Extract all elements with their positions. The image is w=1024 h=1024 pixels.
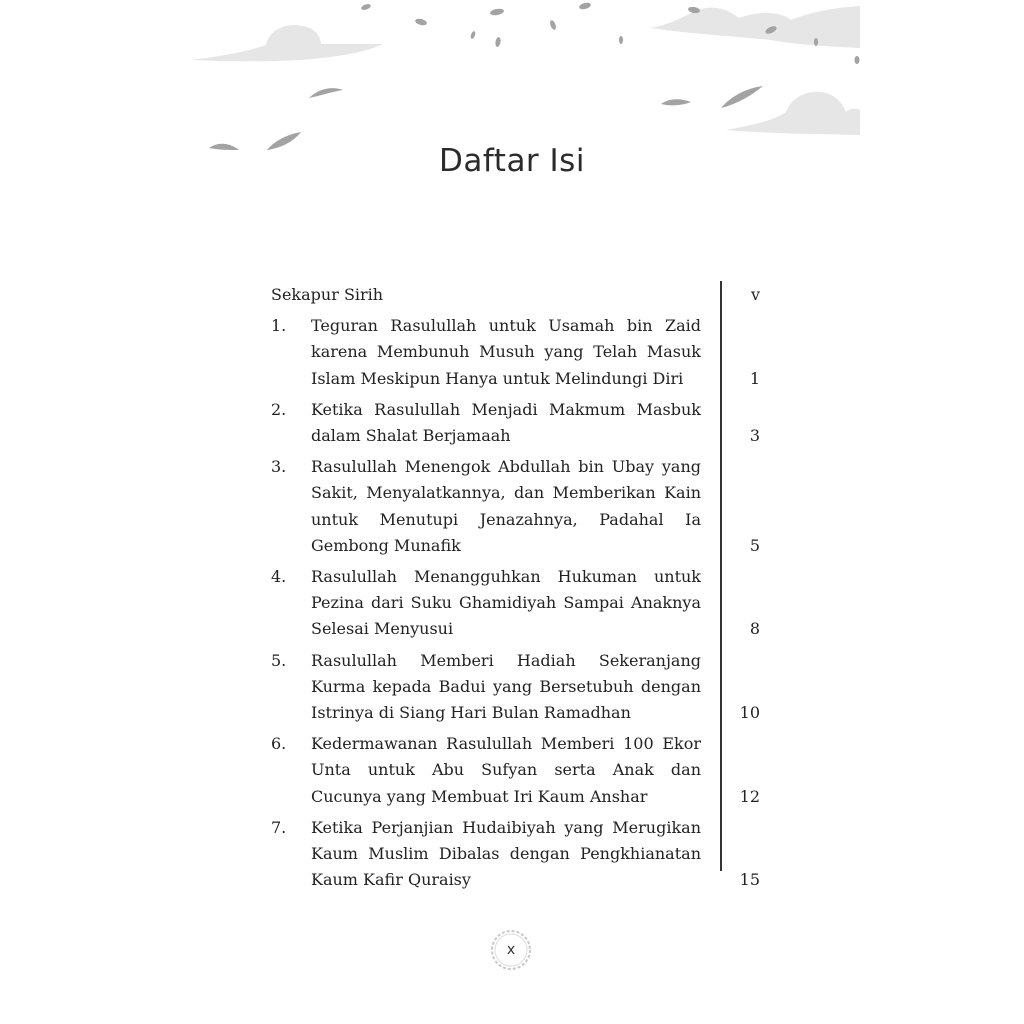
toc-chapter-number: 6. bbox=[271, 734, 287, 754]
leaf-icon bbox=[855, 56, 860, 64]
cloud-bottom-right bbox=[726, 92, 860, 135]
toc-chapter-page: 1 bbox=[749, 368, 760, 388]
toc-chapter-row[interactable] bbox=[271, 564, 760, 643]
toc-chapter-row[interactable] bbox=[271, 397, 760, 449]
toc-chapter-title: Rasulullah Memberi Hadiah Sekeranjang Kurma kepada Badui yang Bersetubuh dengan Istrinya di Siang Hari Bulan Ramadhan bbox=[311, 650, 701, 723]
toc-chapter-page: 10 bbox=[739, 703, 760, 723]
toc-chapter-page: 5 bbox=[749, 535, 760, 555]
leaf-icon bbox=[721, 86, 763, 108]
toc-chapter-page: 15 bbox=[739, 870, 760, 890]
cloud-left bbox=[191, 25, 383, 61]
toc-chapter-row[interactable] bbox=[271, 313, 760, 392]
toc-chapter-row[interactable] bbox=[271, 454, 760, 559]
toc-chapter-row[interactable] bbox=[271, 648, 760, 727]
toc-chapter-title: Rasulullah Menangguhkan Hukuman untuk Pezina dari Suku Ghamidiyah Sampai Anaknya Selesai Menyusui bbox=[311, 567, 701, 639]
toc-chapter-number: 3. bbox=[271, 457, 287, 477]
leaf-icon bbox=[490, 8, 505, 16]
toc-chapter-title: Ketika Perjanjian Hudaibiyah yang Merugikan Kaum Muslim Dibalas dengan Pengkhianatan Kaum Kafir Quraisy bbox=[311, 817, 701, 890]
toc-chapter-number: 1. bbox=[271, 316, 287, 336]
leaf-icon bbox=[470, 31, 476, 40]
toc-chapter-title: Ketika Rasulullah Menjadi Makmum Masbuk dalam Shalat Berjamaah bbox=[311, 399, 701, 446]
toc-chapter-page: 3 bbox=[749, 426, 760, 446]
toc-chapter-number: 4. bbox=[271, 567, 287, 587]
toc-intro-row[interactable] bbox=[271, 282, 760, 308]
leaf-icon bbox=[495, 37, 502, 48]
leaf-icon bbox=[549, 19, 557, 30]
toc-chapter-number: 2. bbox=[271, 399, 287, 419]
toc-chapter-title: Rasulullah Menengok Abdullah bin Ubay yang Sakit, Menyalatkannya, dan Memberikan Kain untuk Menutupi Jenazahnya, Padahal Ia Gembong Munafik bbox=[311, 457, 701, 555]
toc-chapter-title: Kedermawanan Rasulullah Memberi 100 Ekor Unta untuk Abu Sufyan serta Anak dan Cucunya yang Membuat Iri Kaum Anshar bbox=[311, 734, 701, 806]
toc-chapter-page: 12 bbox=[739, 786, 760, 806]
leaf-icon bbox=[414, 18, 427, 27]
leaf-icon bbox=[309, 88, 343, 98]
table-of-contents bbox=[271, 282, 760, 898]
toc-chapter-number: 5. bbox=[271, 650, 287, 670]
leaf-icon bbox=[360, 3, 371, 11]
toc-chapter-number: 7. bbox=[271, 817, 287, 837]
page-number-badge bbox=[489, 928, 533, 972]
cloud-top-right bbox=[651, 6, 860, 48]
page-title: Daftar Isi bbox=[439, 143, 585, 179]
toc-chapter-row[interactable] bbox=[271, 731, 760, 810]
toc-chapter-title: Teguran Rasulullah untuk Usamah bin Zaid karena Membunuh Musuh yang Telah Masuk Islam Meskipun Hanya untuk Melindungi Diri bbox=[311, 316, 701, 388]
toc-chapter-page: 8 bbox=[749, 619, 760, 639]
cloud-group bbox=[191, 6, 860, 135]
leaf-icon bbox=[814, 38, 818, 46]
leaf-icon bbox=[578, 2, 591, 11]
leaf-icon bbox=[661, 99, 691, 105]
toc-intro-page: v bbox=[750, 285, 760, 304]
leaf-icon bbox=[619, 36, 623, 44]
page-number: x bbox=[506, 942, 516, 958]
toc-chapter-row[interactable] bbox=[271, 815, 760, 894]
toc-intro-label: Sekapur Sirih bbox=[271, 285, 384, 304]
